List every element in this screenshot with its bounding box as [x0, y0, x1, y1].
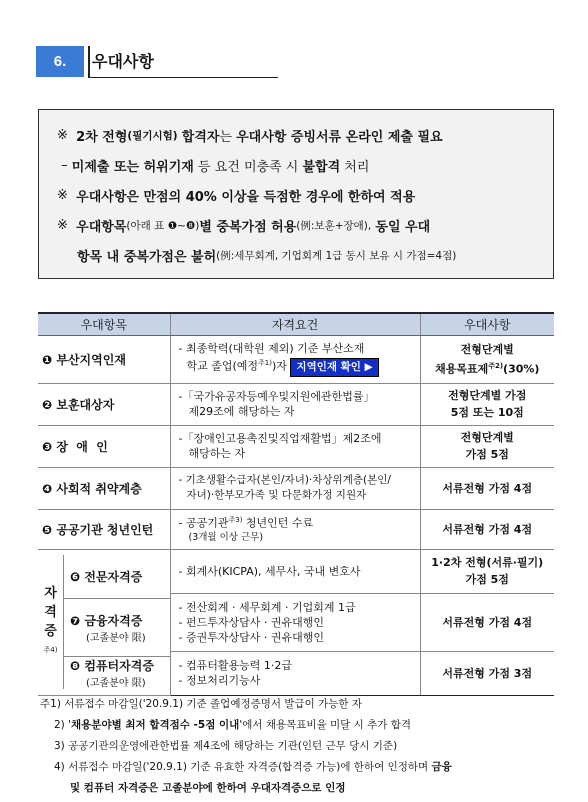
notice-text: 처리 — [344, 159, 370, 175]
notice-text: 우대사항 증빙서류 온라인 제출 필요 — [236, 129, 443, 145]
qual-item — [64, 555, 170, 599]
item-number: ❻ — [70, 569, 81, 584]
item-number: ❽ — [70, 659, 81, 673]
item-cell — [38, 509, 170, 549]
notice-text: 별 중복가점 허용 — [199, 219, 297, 235]
requirement-line: - 컴퓨터활용능력 1·2급 — [178, 659, 292, 672]
notice-text: (例:보훈+장애), — [296, 219, 372, 232]
benefit-line: 서류전형 가점 3점 — [442, 666, 533, 680]
requirement-line: (3개월 이상 근무) — [188, 532, 264, 544]
item-number: ❹ — [42, 481, 53, 496]
requirement-text: 학교 졸업(예정 — [186, 359, 259, 373]
note-mark: ※ — [57, 187, 68, 203]
footnote-text: 2) ' — [54, 719, 72, 731]
requirement-line: 제29조에 해당하는 자 — [188, 405, 295, 418]
benefit-line: 가점 5점 — [465, 573, 509, 586]
item-cell — [38, 383, 170, 425]
item-subnote: (고졸분야 限) — [86, 678, 146, 689]
table-row — [38, 467, 554, 509]
notice-line-1 — [57, 120, 543, 150]
notice-text: 항목 내 중복가점은 불허 — [77, 249, 217, 265]
footnote-text: '에서 채용목표비율 미달 시 추가 합격 — [239, 719, 412, 731]
requirement-cell — [170, 335, 420, 383]
group-label-char: 자 — [44, 586, 57, 601]
footnote-ref: 주2) — [488, 361, 504, 370]
regional-talent-check-button[interactable]: 지역인재 확인 ▶ — [290, 358, 378, 377]
requirement-line: -「장애인고용촉진및직업재활법」제2조에 — [178, 432, 382, 445]
section-title: 우대사항 — [92, 52, 154, 71]
notice-line-5 — [57, 240, 543, 270]
requirement-text: - 공공기관 — [178, 516, 229, 530]
item-cell — [38, 335, 170, 383]
footnote-text: 금융 — [431, 761, 452, 773]
notice-text: 는 — [219, 129, 232, 145]
item-name: 사회적 취약계층 — [56, 481, 142, 496]
footnote — [40, 715, 560, 736]
requirement-line: - 회계사(KICPA), 세무사, 국내 변호사 — [178, 564, 361, 578]
requirement-line — [179, 513, 414, 531]
item-name: 금융자격증 — [84, 613, 143, 628]
item-name: 컴퓨터자격증 — [84, 659, 154, 673]
footnote-ref: 주1) — [258, 359, 272, 368]
requirement-line: -「국가유공자등예우및지원에관한법률」 — [178, 390, 375, 403]
benefit-cell — [420, 425, 554, 467]
requirement-line: - 전산회계 · 세무회계 · 기업회계 1급 — [178, 600, 356, 614]
requirement-cell — [170, 383, 420, 425]
notice-box — [38, 109, 554, 279]
notice-text: 우대항목 — [76, 219, 127, 235]
item-number: ❺ — [42, 522, 53, 537]
footnote-text: 4) 서류접수 마감일('20.9.1) 기준 유효한 자격증(합격증 가능)에 한하여 인정하며 — [54, 761, 429, 773]
notice-text: (아래 표 ❶~❽) — [126, 219, 200, 232]
benefit-line: 서류전형 가점 4점 — [442, 615, 533, 629]
notice-text: 동일 우대 — [375, 219, 431, 235]
requirement-cell — [170, 425, 420, 467]
qualification-group-cell — [38, 549, 170, 695]
table-header — [38, 313, 554, 335]
section-underline — [88, 77, 278, 78]
section-number: 6. — [36, 46, 84, 77]
item-cell — [38, 467, 170, 509]
requirement-line: - 펀드투자상담사 · 권유대행인 — [178, 615, 324, 629]
notice-line-2 — [57, 150, 543, 180]
benefit-text: 채용목표제 — [435, 362, 489, 376]
benefit-line: 전형단계별 — [460, 342, 514, 356]
note-mark: ※ — [57, 217, 68, 233]
requirement-cell — [170, 467, 420, 509]
section-divider — [88, 46, 90, 77]
column-header: 우대항목 — [38, 313, 170, 335]
item-name: 장 애 인 — [56, 439, 108, 454]
footnote: 3) 공공기관의운영에관한법률 제4조에 해당하는 기관(인턴 근무 당시 기준) — [54, 740, 398, 752]
benefit-cell — [420, 335, 554, 383]
footnote — [40, 757, 560, 778]
footnote: 및 컴퓨터 자격증은 고졸분야에 한하여 우대자격증으로 인정 — [70, 782, 346, 794]
requirement-cell — [170, 593, 420, 651]
notice-text: (例:세무회계, 기업회계 1급 동시 보유 시 가점=4점) — [216, 249, 457, 262]
requirement-line: - 최종학력(대학원 제외) 기준 부산소재 — [178, 342, 365, 356]
requirement-cell — [170, 509, 420, 549]
benefit-cell — [420, 509, 554, 549]
qualification-items — [64, 555, 170, 689]
item-name: 부산지역인재 — [56, 352, 126, 367]
benefit-cell — [420, 467, 554, 509]
requirement-line — [179, 356, 414, 377]
preference-table — [38, 312, 554, 696]
requirement-cell — [170, 651, 420, 695]
qual-item — [64, 657, 170, 689]
requirement-line: 해당하는 자 — [188, 447, 246, 460]
table-row — [38, 335, 554, 383]
requirement-line: - 증권투자상담사 · 권유대행인 — [178, 630, 324, 644]
table-row — [38, 425, 554, 467]
item-number: ❶ — [42, 352, 53, 367]
benefit-cell — [420, 383, 554, 425]
qual-item — [64, 599, 170, 657]
item-name: 공공기관 청년인턴 — [56, 522, 154, 537]
footnote-ref: 주3) — [228, 515, 243, 524]
notice-text: 불합격 — [302, 159, 341, 175]
item-name: 보훈대상자 — [56, 397, 115, 412]
item-name: 전문자격증 — [84, 570, 143, 584]
benefit-line — [421, 358, 555, 378]
column-header: 자격요건 — [170, 313, 420, 335]
notice-text: – — [61, 157, 68, 173]
notice-line-4 — [57, 210, 543, 240]
notice-text: (필기시험) — [127, 129, 178, 142]
notice-text: 2차 전형 — [76, 129, 128, 145]
benefit-text: (30%) — [503, 362, 540, 376]
requirement-line: 자녀)·한부모가족 및 다문화가정 지원자 — [186, 489, 367, 501]
requirement-line: - 기초생활수급자(본인/자녀)·차상위계층(본인/ — [178, 474, 391, 486]
requirement-text: 청년인턴 수료 — [242, 516, 314, 530]
footnotes — [40, 694, 560, 799]
footnote-ref: 주4) — [43, 646, 58, 654]
requirement-text: )자 — [272, 359, 287, 373]
notice-line-3 — [57, 180, 543, 210]
benefit-line: 서류전형 가점 4점 — [442, 522, 533, 536]
group-label-char: 격 — [44, 605, 57, 620]
benefit-line: 5점 또는 10점 — [450, 406, 524, 419]
footnote-text: 채용분야별 최저 합격점수 -5점 이내 — [71, 719, 240, 731]
group-label-char: 증 — [44, 624, 57, 639]
requirement-line: - 정보처리기능사 — [178, 674, 261, 687]
table-row — [38, 509, 554, 549]
benefit-cell — [420, 549, 554, 593]
item-number: ❷ — [42, 397, 53, 412]
notice-text: 등 요건 미충족 시 — [198, 159, 299, 175]
table-row — [38, 383, 554, 425]
item-number: ❸ — [42, 439, 53, 454]
benefit-line: 가점 5점 — [465, 448, 509, 461]
table-row — [38, 549, 554, 593]
footnote: 주1) 서류접수 마감일('20.9.1) 기준 졸업예정증명서 발급이 가능한 자 — [40, 698, 363, 710]
benefit-cell — [420, 593, 554, 651]
item-number: ❼ — [70, 613, 81, 628]
benefit-line: 전형단계별 — [460, 431, 514, 444]
benefit-line: 전형단계별 가점 — [448, 389, 527, 402]
benefit-line: 1·2차 전형(서류·필기) — [431, 556, 544, 569]
notice-text: 합격자 — [181, 129, 220, 145]
item-cell — [38, 425, 170, 467]
item-subnote: (고졸분야 限) — [86, 632, 146, 644]
requirement-cell — [170, 549, 420, 593]
notice-text: 우대사항은 만점의 40% 이상을 득점한 경우에 한하여 적용 — [76, 189, 416, 205]
qualification-group-label — [38, 555, 64, 689]
notice-text: 미제출 또는 허위기재 — [71, 159, 194, 175]
benefit-line: 서류전형 가점 4점 — [442, 481, 533, 495]
note-mark: ※ — [57, 127, 68, 143]
benefit-cell — [420, 651, 554, 695]
column-header: 우대사항 — [420, 313, 554, 335]
